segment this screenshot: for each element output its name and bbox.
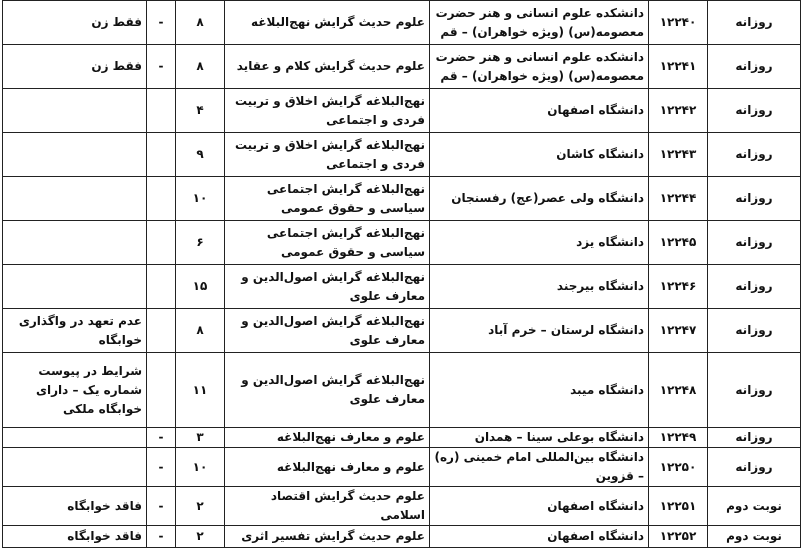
- row-dash: [147, 309, 176, 353]
- table-row: [3, 133, 801, 177]
- row-type: روزانه: [708, 1, 801, 45]
- row-university: دانشگاه اصفهان: [430, 89, 649, 133]
- row-type: روزانه: [708, 221, 801, 265]
- row-note: [3, 221, 147, 265]
- table-row: [3, 448, 801, 487]
- row-dash: [147, 265, 176, 309]
- row-dash: [147, 133, 176, 177]
- table-row: [3, 265, 801, 309]
- row-university: دانشگاه کاشان: [430, 133, 649, 177]
- row-type: روزانه: [708, 448, 801, 487]
- row-capacity: ۶: [176, 221, 225, 265]
- row-dash: -: [147, 448, 176, 487]
- row-university: دانشگاه بوعلی سینا – همدان: [430, 428, 649, 448]
- row-type: روزانه: [708, 428, 801, 448]
- row-code: ۱۲۲۴۶: [649, 265, 708, 309]
- row-dash: -: [147, 526, 176, 548]
- row-university: دانشگاه بیرجند: [430, 265, 649, 309]
- row-code: ۱۲۲۴۳: [649, 133, 708, 177]
- row-note: [3, 177, 147, 221]
- row-field: علوم حدیث گرایش تفسیر اثری: [225, 526, 430, 548]
- row-field: نهج‌البلاغه گرایش اجتماعی سیاسی و حقوق عمومی: [225, 177, 430, 221]
- row-code: ۱۲۲۵۲: [649, 526, 708, 548]
- row-university: دانشگاه لرستان – خرم آباد: [430, 309, 649, 353]
- row-university: دانشگاه اصفهان: [430, 526, 649, 548]
- row-university: دانشگاه میبد: [430, 353, 649, 428]
- row-capacity: ۱۰: [176, 177, 225, 221]
- row-field: نهج‌البلاغه گرایش اصول‌الدین و معارف علوی: [225, 353, 430, 428]
- row-university: دانشکده علوم انسانی و هنر حضرت معصومه(س) (ویژه خواهران) – قم: [430, 1, 649, 45]
- table-row: [3, 428, 801, 448]
- row-type: روزانه: [708, 353, 801, 428]
- row-capacity: ۱۰: [176, 448, 225, 487]
- table-row: [3, 89, 801, 133]
- row-note: شرایط در پیوست شماره یک – دارای خوابگاه ملکی: [3, 353, 147, 428]
- row-type: روزانه: [708, 309, 801, 353]
- row-code: ۱۲۲۴۱: [649, 45, 708, 89]
- row-dash: -: [147, 1, 176, 45]
- row-capacity: ۴: [176, 89, 225, 133]
- row-type: نوبت دوم: [708, 526, 801, 548]
- row-code: ۱۲۲۵۰: [649, 448, 708, 487]
- table-body: [3, 1, 801, 548]
- row-field: علوم حدیث گرایش اقتصاد اسلامی: [225, 487, 430, 526]
- row-university: دانشگاه اصفهان: [430, 487, 649, 526]
- row-capacity: ۸: [176, 45, 225, 89]
- row-type: روزانه: [708, 89, 801, 133]
- row-field: نهج‌البلاغه گرایش اجتماعی سیاسی و حقوق عمومی: [225, 221, 430, 265]
- row-university: دانشگاه یزد: [430, 221, 649, 265]
- row-field: علوم و معارف نهج‌البلاغه: [225, 448, 430, 487]
- row-capacity: ۱۵: [176, 265, 225, 309]
- row-note: فاقد خوابگاه: [3, 526, 147, 548]
- row-type: نوبت دوم: [708, 487, 801, 526]
- row-dash: [147, 89, 176, 133]
- table-row: [3, 526, 801, 548]
- row-capacity: ۳: [176, 428, 225, 448]
- row-code: ۱۲۲۵۱: [649, 487, 708, 526]
- row-dash: -: [147, 428, 176, 448]
- row-university: دانشگاه بین‌المللی امام خمینی (ره) – قزوین: [430, 448, 649, 487]
- table-row: [3, 1, 801, 45]
- row-university: دانشگاه ولی عصر(عج) رفسنجان: [430, 177, 649, 221]
- table-row: [3, 177, 801, 221]
- row-capacity: ۸: [176, 1, 225, 45]
- row-type: روزانه: [708, 177, 801, 221]
- row-note: فاقد خوابگاه: [3, 487, 147, 526]
- row-field: علوم حدیث گرایش کلام و عقاید: [225, 45, 430, 89]
- row-note: [3, 133, 147, 177]
- row-dash: [147, 177, 176, 221]
- row-dash: -: [147, 487, 176, 526]
- row-dash: [147, 221, 176, 265]
- row-dash: -: [147, 45, 176, 89]
- table-row: [3, 353, 801, 428]
- row-note: [3, 89, 147, 133]
- row-code: ۱۲۲۴۹: [649, 428, 708, 448]
- row-code: ۱۲۲۴۲: [649, 89, 708, 133]
- row-code: ۱۲۲۴۵: [649, 221, 708, 265]
- row-capacity: ۲: [176, 526, 225, 548]
- table-row: [3, 221, 801, 265]
- row-note: [3, 448, 147, 487]
- row-type: روزانه: [708, 133, 801, 177]
- row-note: فقط زن: [3, 1, 147, 45]
- row-type: روزانه: [708, 265, 801, 309]
- row-note: [3, 265, 147, 309]
- table-row: [3, 45, 801, 89]
- row-university: دانشکده علوم انسانی و هنر حضرت معصومه(س) (ویژه خواهران) – قم: [430, 45, 649, 89]
- row-field: نهج‌البلاغه گرایش اخلاق و تربیت فردی و اجتماعی: [225, 89, 430, 133]
- row-field: نهج‌البلاغه گرایش اصول‌الدین و معارف علوی: [225, 265, 430, 309]
- row-code: ۱۲۲۴۴: [649, 177, 708, 221]
- row-capacity: ۸: [176, 309, 225, 353]
- row-note: [3, 428, 147, 448]
- row-field: علوم و معارف نهج‌البلاغه: [225, 428, 430, 448]
- row-capacity: ۹: [176, 133, 225, 177]
- row-code: ۱۲۲۴۰: [649, 1, 708, 45]
- table-row: [3, 487, 801, 526]
- table-row: [3, 309, 801, 353]
- row-field: نهج‌البلاغه گرایش اصول‌الدین و معارف علوی: [225, 309, 430, 353]
- row-code: ۱۲۲۴۸: [649, 353, 708, 428]
- row-type: روزانه: [708, 45, 801, 89]
- row-capacity: ۲: [176, 487, 225, 526]
- row-field: نهج‌البلاغه گرایش اخلاق و تربیت فردی و اجتماعی: [225, 133, 430, 177]
- row-code: ۱۲۲۴۷: [649, 309, 708, 353]
- row-dash: [147, 353, 176, 428]
- row-note: فقط زن: [3, 45, 147, 89]
- row-capacity: ۱۱: [176, 353, 225, 428]
- row-field: علوم حدیث گرایش نهج‌البلاغه: [225, 1, 430, 45]
- row-note: عدم تعهد در واگذاری خوابگاه: [3, 309, 147, 353]
- admissions-table: [2, 0, 801, 548]
